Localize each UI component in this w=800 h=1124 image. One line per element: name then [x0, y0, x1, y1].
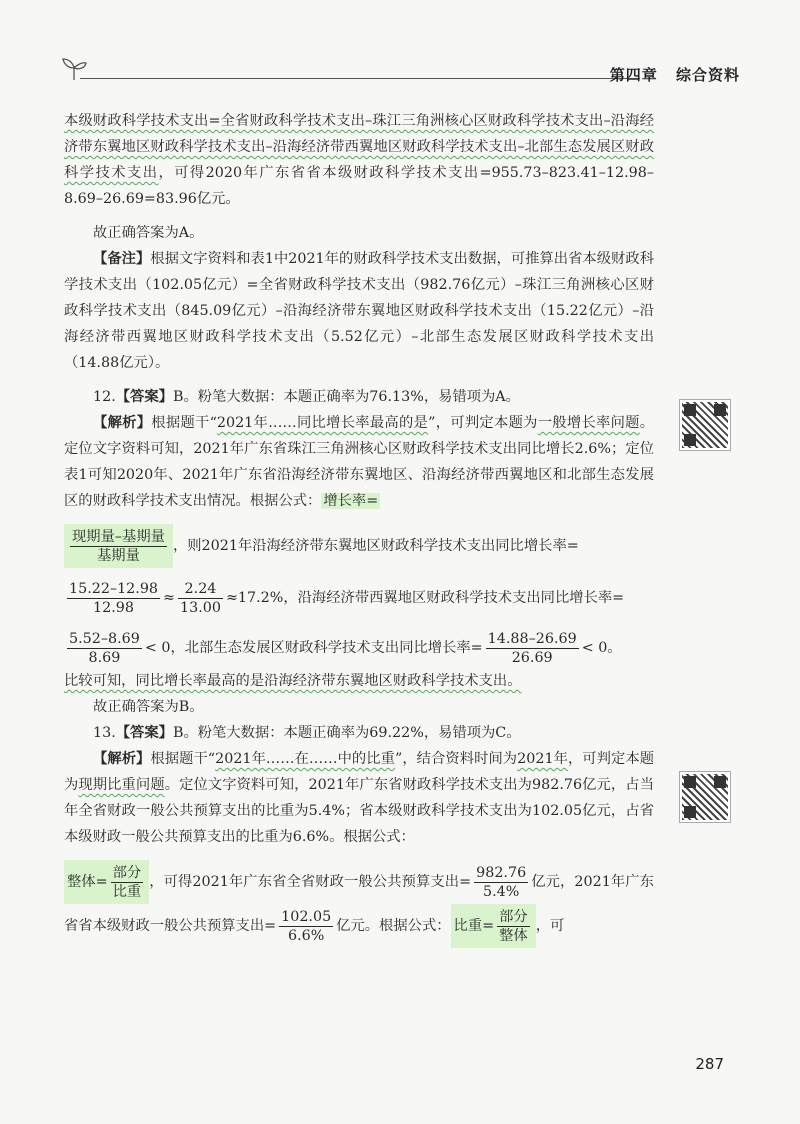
- q12-calc-west-north: $\frac{5.52-8.69}{8.69}$ < 0，北部生态发展区财政科学技术支出同比增长率= $\frac{14.88-26.69}{26.69}$ < 0。: [69, 630, 622, 666]
- paragraph-formula-derivation: 本级财政科学技术支出=全省财政科学技术支出–珠江三角洲核心区财政科学技术支出–沿海经济带东翼地区财政科学技术支出–沿海经济带西翼地区财政科学技术支出–北部生态发展区财政科学技术支出，可得2020年广东省省本级财政科学技术支出=955.73–823.41–12.98–8.69–26.69=83.96亿元。: [64, 113, 655, 207]
- page-header: [50, 52, 740, 92]
- page-number: 287: [695, 1055, 724, 1073]
- fraction-growth-rate: $\frac{\text{现期量–基期量}}{\text{基期量}}$: [72, 528, 165, 564]
- q12-answer: 12.【答案】B。粉笔大数据：本题正确率为76.13%，易错项为A。: [93, 389, 520, 405]
- q13-formula-total: 整体= $\frac{\text{部分}}{\text{比重}}$ ，可得2021年广东省全省财政一般公共预算支出= $\frac{982.76}{5.4\%}$ 亿元，2021年广东省省本级财政一般公共预算支出= $\frac{102.05}{6.6\%}$ 亿元。根据公式： 比重= $\frac{\text{部分}}{\text{整体}}$ ，可: [64, 860, 654, 948]
- q13-analysis: 【解析】根据题干“2021年……在……中的比重”，结合资料时间为2021年，可判定本题为现期比重问题。定位文字资料可知，2021年广东省财政科学技术支出为982.76亿元，占当年全省财政一般公共预算支出的比重为5.4%；省本级财政科学技术支出为102.05亿元，占省本级财政一般公共预算支出的比重为6.6%。根据公式：: [64, 751, 655, 845]
- note-paragraph: 【备注】根据文字资料和表1中2021年的财政科学技术支出数据，可推算出省本级财政科学技术支出（102.05亿元）=全省财政科学技术支出（982.76亿元）–珠江三角洲核心区财政科学技术支出（845.09亿元）–沿海经济带东翼地区财政科学技术支出（15.22亿元）–沿海经济带西翼地区财政科学技术支出（5.52亿元）–北部生态发展区财政科学技术支出（14.88亿元）。: [64, 251, 654, 371]
- q12-final-answer: 故正确答案为B。: [93, 699, 204, 715]
- qr-code-q12[interactable]: [680, 400, 730, 450]
- chapter-title: [598, 64, 740, 85]
- q13-answer: 13.【答案】B。粉笔大数据：本题正确率为69.22%，易错项为C。: [93, 725, 521, 741]
- paragraph-answer-a: 故正确答案为A。: [93, 225, 204, 241]
- chapter-number: 第四章: [609, 66, 658, 84]
- q12-analysis: 【解析】根据题干“2021年……同比增长率最高的是”，可判定本题为一般增长率问题。定位文字资料可知，2021年广东省珠江三角洲核心区财政科学技术支出同比增长2.6%；定位表1可知2020年、2021年广东省沿海经济带东翼地区、沿海经济带西翼地区和北部生态发展区的财政科学技术支出情况。根据公式： 增长率=: [64, 415, 655, 509]
- page-content: [64, 108, 654, 948]
- chapter-section: 综合资料: [675, 66, 740, 84]
- note-label: 【备注】: [93, 251, 151, 267]
- q12-calc-east: $\frac{15.22-12.98}{12.98}$ ≈ $\frac{2.24}{13.00}$ ≈17.2%，沿海经济带西翼地区财政科学技术支出同比增长率=: [69, 580, 625, 616]
- q12-formula-growth: $\frac{\text{现期量–基期量}}{\text{基期量}}$ ，则2021年沿海经济带东翼地区财政科学技术支出同比增长率=: [64, 524, 654, 568]
- header-rule: [80, 78, 640, 79]
- q12-conclusion: 比较可知，同比增长率最高的是沿海经济带东翼地区财政科学技术支出。: [64, 673, 522, 689]
- qr-code-q13[interactable]: [680, 772, 730, 822]
